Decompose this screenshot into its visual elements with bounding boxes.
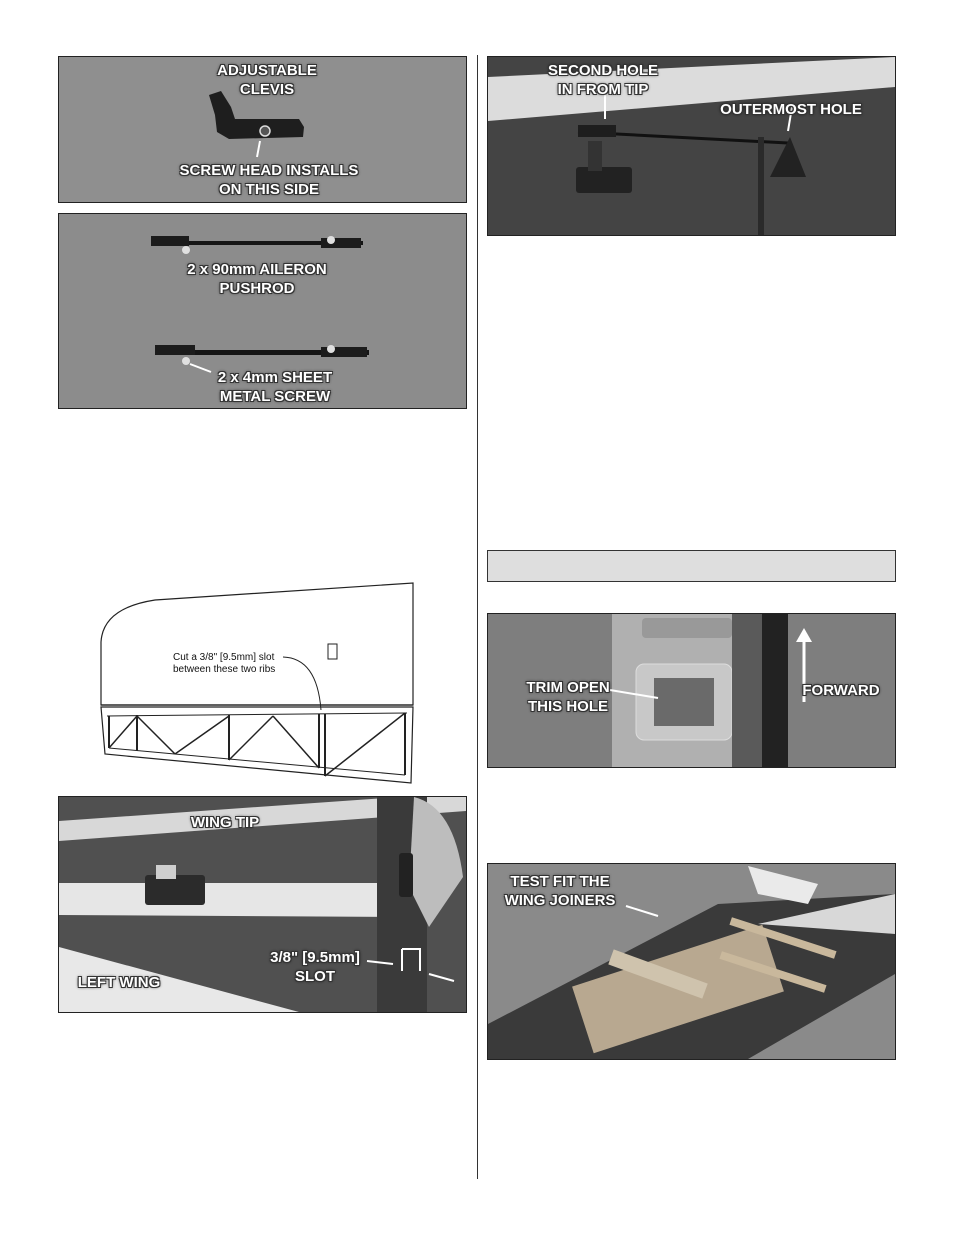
forward-label: FORWARD bbox=[802, 682, 880, 699]
pushrod-label: 2 x 90mm AILERON PUSHROD bbox=[187, 261, 327, 297]
slot-label: 3/8" [9.5mm] SLOT bbox=[270, 949, 360, 985]
joiners-photo bbox=[487, 863, 896, 1060]
clevis-label: ADJUSTABLE CLEVIS bbox=[217, 62, 317, 98]
wing-tip-label: WING TIP bbox=[190, 814, 260, 831]
wingtip-photo bbox=[58, 796, 467, 1013]
outermost-hole-label: OUTERMOST HOLE bbox=[720, 101, 862, 118]
sheet-metal-screw-label: 2 x 4mm SHEET METAL SCREW bbox=[217, 369, 333, 405]
section-heading-bar bbox=[487, 550, 896, 582]
clevis-photo bbox=[58, 56, 467, 203]
trim-label: TRIM OPEN THIS HOLE bbox=[526, 679, 610, 715]
column-divider bbox=[477, 55, 478, 1179]
left-wing-label: LEFT WING bbox=[77, 974, 161, 991]
pushrod-photo bbox=[58, 213, 467, 409]
wing-outline bbox=[95, 580, 425, 785]
linkage-photo bbox=[487, 56, 896, 236]
second-hole-label: SECOND HOLE IN FROM TIP bbox=[547, 62, 658, 98]
slot-note: Cut a 3/8" [9.5mm] slot between these two ribs bbox=[173, 652, 276, 675]
wing-rib-drawing bbox=[95, 580, 425, 785]
screw-head-label: SCREW HEAD INSTALLS ON THIS SIDE bbox=[179, 162, 359, 198]
trim-photo bbox=[487, 613, 896, 768]
test-fit-label: TEST FIT THE WING JOINERS bbox=[504, 873, 616, 909]
